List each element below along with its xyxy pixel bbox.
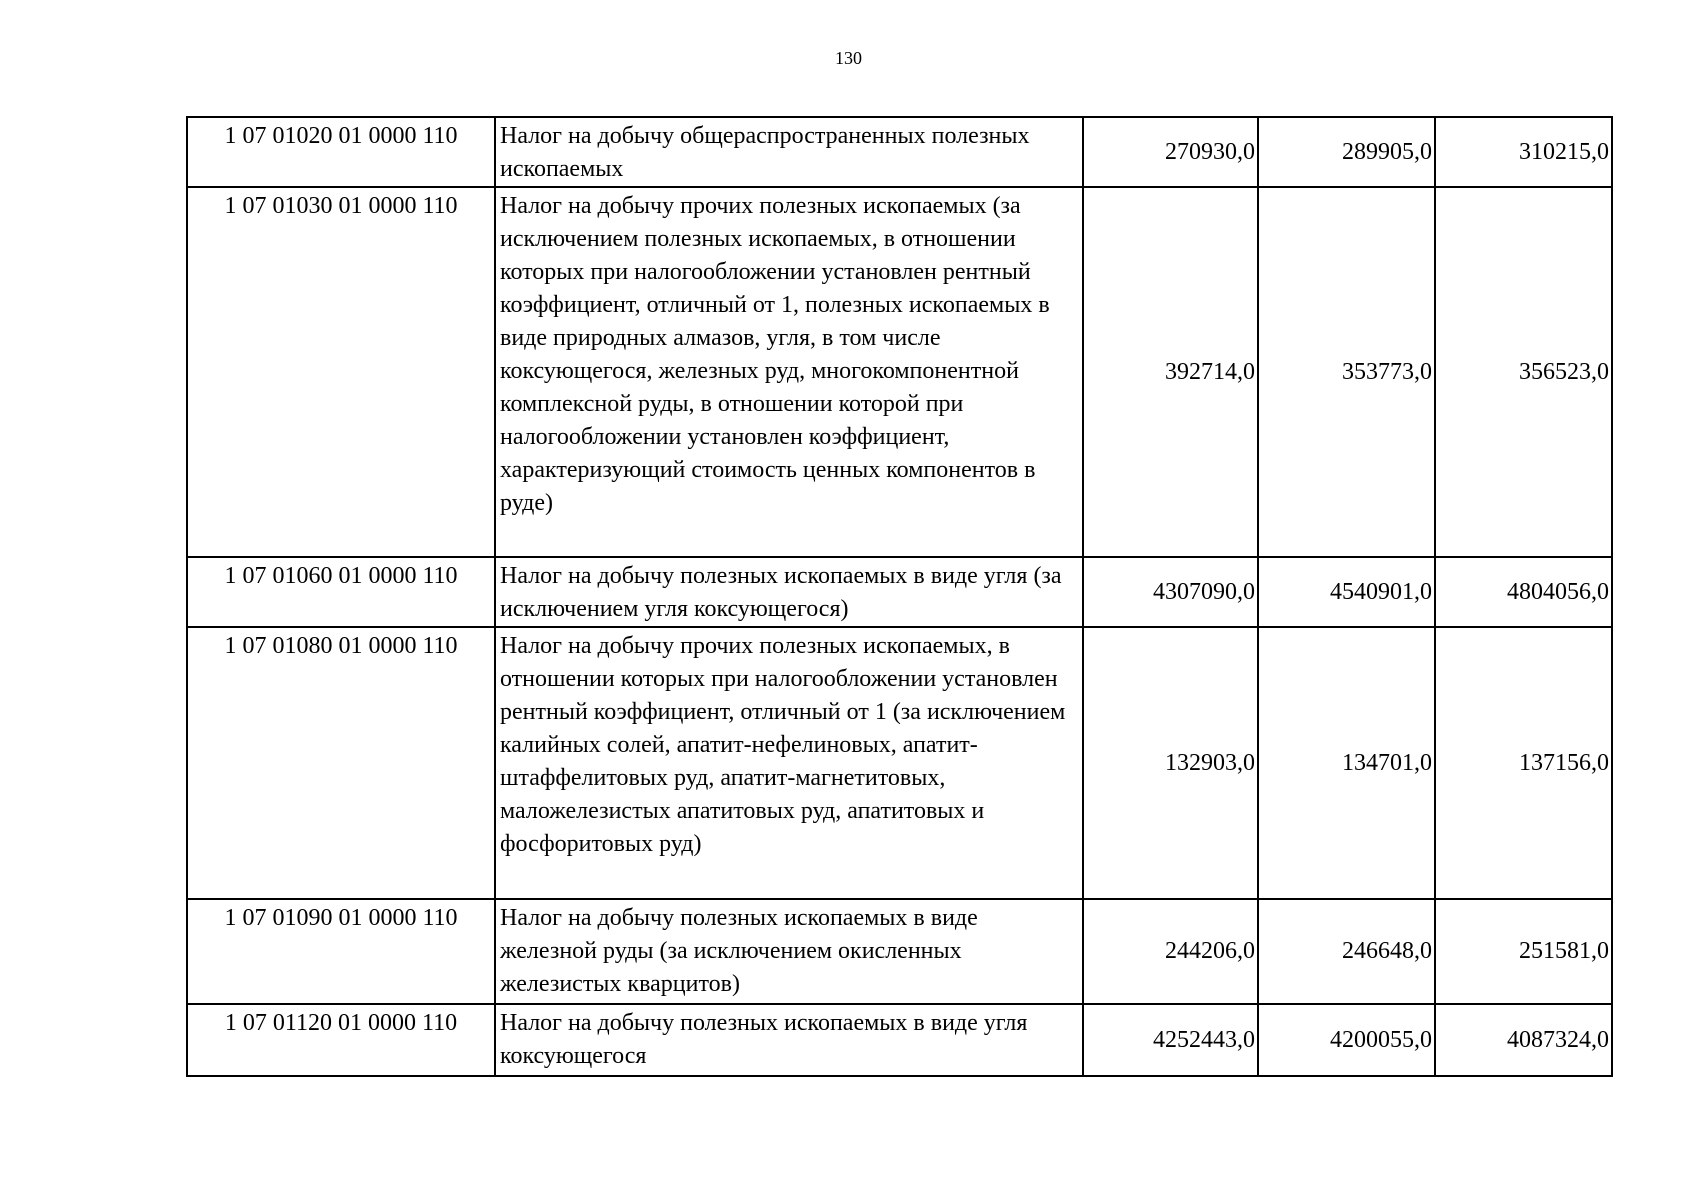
revenue-description: Налог на добычу прочих полезных ископаемых (за исключением полезных ископаемых, в отношении которых при налогообложении установлен рентный коэффициент, отличный от 1, полезных ископаемых в виде природных алмазов, угля, в том числе коксующегося, железных руд, многокомпонентной комплексной руды, в отношении которой при налогообложении установлен коэффициент, характеризующий стоимость ценных компонентов в руде) xyxy=(495,187,1083,557)
revenue-table xyxy=(186,116,1613,1077)
budget-code: 1 07 01090 01 0000 110 xyxy=(187,899,495,1004)
value-year-3: 4087324,0 xyxy=(1435,1004,1612,1076)
value-year-3: 4804056,0 xyxy=(1435,557,1612,627)
page-number: 130 xyxy=(835,48,862,68)
revenue-description: Налог на добычу полезных ископаемых в виде угля коксующегося xyxy=(495,1004,1083,1076)
budget-code: 1 07 01030 01 0000 110 xyxy=(187,187,495,557)
table-row xyxy=(187,1004,1612,1076)
value-year-3: 356523,0 xyxy=(1435,187,1612,557)
value-year-2: 4540901,0 xyxy=(1258,557,1435,627)
value-year-2: 134701,0 xyxy=(1258,627,1435,899)
value-year-1: 4307090,0 xyxy=(1083,557,1258,627)
value-year-2: 353773,0 xyxy=(1258,187,1435,557)
value-year-1: 4252443,0 xyxy=(1083,1004,1258,1076)
table-row xyxy=(187,187,1612,557)
value-year-1: 392714,0 xyxy=(1083,187,1258,557)
table-row xyxy=(187,627,1612,899)
revenue-description: Налог на добычу полезных ископаемых в виде железной руды (за исключением окисленных железистых кварцитов) xyxy=(495,899,1083,1004)
budget-code: 1 07 01080 01 0000 110 xyxy=(187,627,495,899)
table-row xyxy=(187,899,1612,1004)
budget-code: 1 07 01020 01 0000 110 xyxy=(187,117,495,187)
value-year-2: 4200055,0 xyxy=(1258,1004,1435,1076)
value-year-3: 310215,0 xyxy=(1435,117,1612,187)
value-year-3: 137156,0 xyxy=(1435,627,1612,899)
value-year-3: 251581,0 xyxy=(1435,899,1612,1004)
table-row xyxy=(187,557,1612,627)
budget-code: 1 07 01060 01 0000 110 xyxy=(187,557,495,627)
value-year-1: 244206,0 xyxy=(1083,899,1258,1004)
revenue-description: Налог на добычу общераспространенных полезных ископаемых xyxy=(495,117,1083,187)
value-year-2: 289905,0 xyxy=(1258,117,1435,187)
table-row xyxy=(187,117,1612,187)
revenue-description: Налог на добычу прочих полезных ископаемых, в отношении которых при налогообложении установлен рентный коэффициент, отличный от 1 (за исключением калийных солей, апатит-нефелиновых, апатит-штаффелитовых руд, апатит-магнетитовых, маложелезистых апатитовых руд, апатитовых и фосфоритовых руд) xyxy=(495,627,1083,899)
value-year-2: 246648,0 xyxy=(1258,899,1435,1004)
value-year-1: 270930,0 xyxy=(1083,117,1258,187)
budget-code: 1 07 01120 01 0000 110 xyxy=(187,1004,495,1076)
revenue-description: Налог на добычу полезных ископаемых в виде угля (за исключением угля коксующегося) xyxy=(495,557,1083,627)
value-year-1: 132903,0 xyxy=(1083,627,1258,899)
